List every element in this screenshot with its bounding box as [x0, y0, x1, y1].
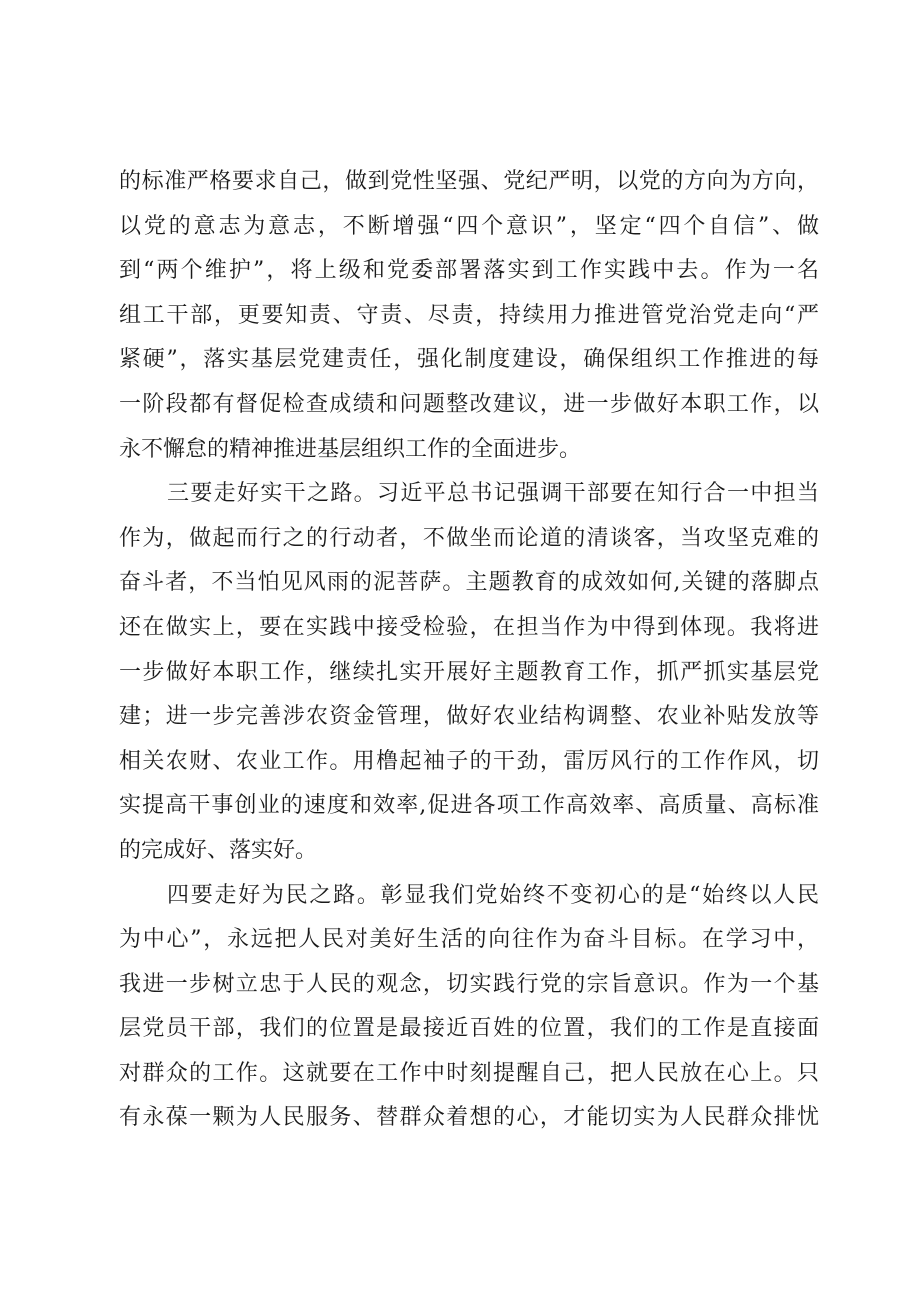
text-line: 一阶段都有督促检查成绩和问题整改建议，进一步做好本职工作，以 — [119, 391, 819, 417]
text-line: 到“两个维护”，将上级和党委部署落实到工作实践中去。作为一名 — [119, 258, 819, 284]
text-line: 建；进一步完善涉农资金管理，做好农业结构调整、农业补贴发放等 — [119, 704, 819, 730]
text-line: 对群众的工作。这就要在工作中时刻提醒自己，把人民放在心上。只 — [119, 1060, 819, 1086]
paragraph-heading-line: 三要走好实干之路。习近平总书记强调干部要在知行合一中担当 — [167, 481, 819, 507]
text-line: 实提高干事创业的速度和效率,促进各项工作高效率、高质量、高标准 — [119, 793, 819, 819]
text-line: 以党的意志为意志，不断增强“四个意识”，坚定“四个自信”、做 — [119, 213, 819, 239]
text-line: 组工干部，更要知责、守责、尽责，持续用力推进管党治党走向“严 — [119, 302, 819, 328]
text-line: 相关农财、农业工作。用橹起袖子的干劲，雷厉风行的工作作风，切 — [119, 748, 819, 774]
paragraph-heading-line: 四要走好为民之路。彰显我们党始终不变初心的是“始终以人民 — [167, 882, 819, 908]
text-line: 的标准严格要求自己，做到党性坚强、党纪严明，以党的方向为方向， — [119, 169, 819, 194]
text-line: 为中心”，永远把人民对美好生活的向往作为奋斗目标。在学习中， — [119, 927, 819, 953]
text-line: 紧硬”，落实基层党建责任，强化制度建设，确保组织工作推进的每 — [119, 347, 819, 373]
text-line: 我进一步树立忠于人民的观念，切实践行党的宗旨意识。作为一个基 — [119, 971, 819, 997]
text-line: 的完成好、落实好。 — [119, 837, 318, 863]
text-line: 奋斗者，不当怕见风雨的泥菩萨。主题教育的成效如何,关键的落脚点 — [119, 570, 819, 596]
text-line: 作为，做起而行之的行动者，不做坐而论道的清谈客，当攻坚克难的 — [119, 525, 819, 551]
text-line: 一步做好本职工作，继续扎实开展好主题教育工作，抓严抓实基层党 — [119, 659, 819, 685]
text-line: 层党员干部，我们的位置是最接近百姓的位置，我们的工作是直接面 — [119, 1016, 819, 1042]
text-line: 有永葆一颗为人民服务、替群众着想的心，才能切实为人民群众排忧 — [119, 1105, 819, 1131]
text-line: 永不懈怠的精神推进基层组织工作的全面进步。 — [119, 436, 582, 462]
text-line: 还在做实上，要在实践中接受检验，在担当作为中得到体现。我将进 — [119, 614, 819, 640]
body-text — [119, 160, 819, 1141]
